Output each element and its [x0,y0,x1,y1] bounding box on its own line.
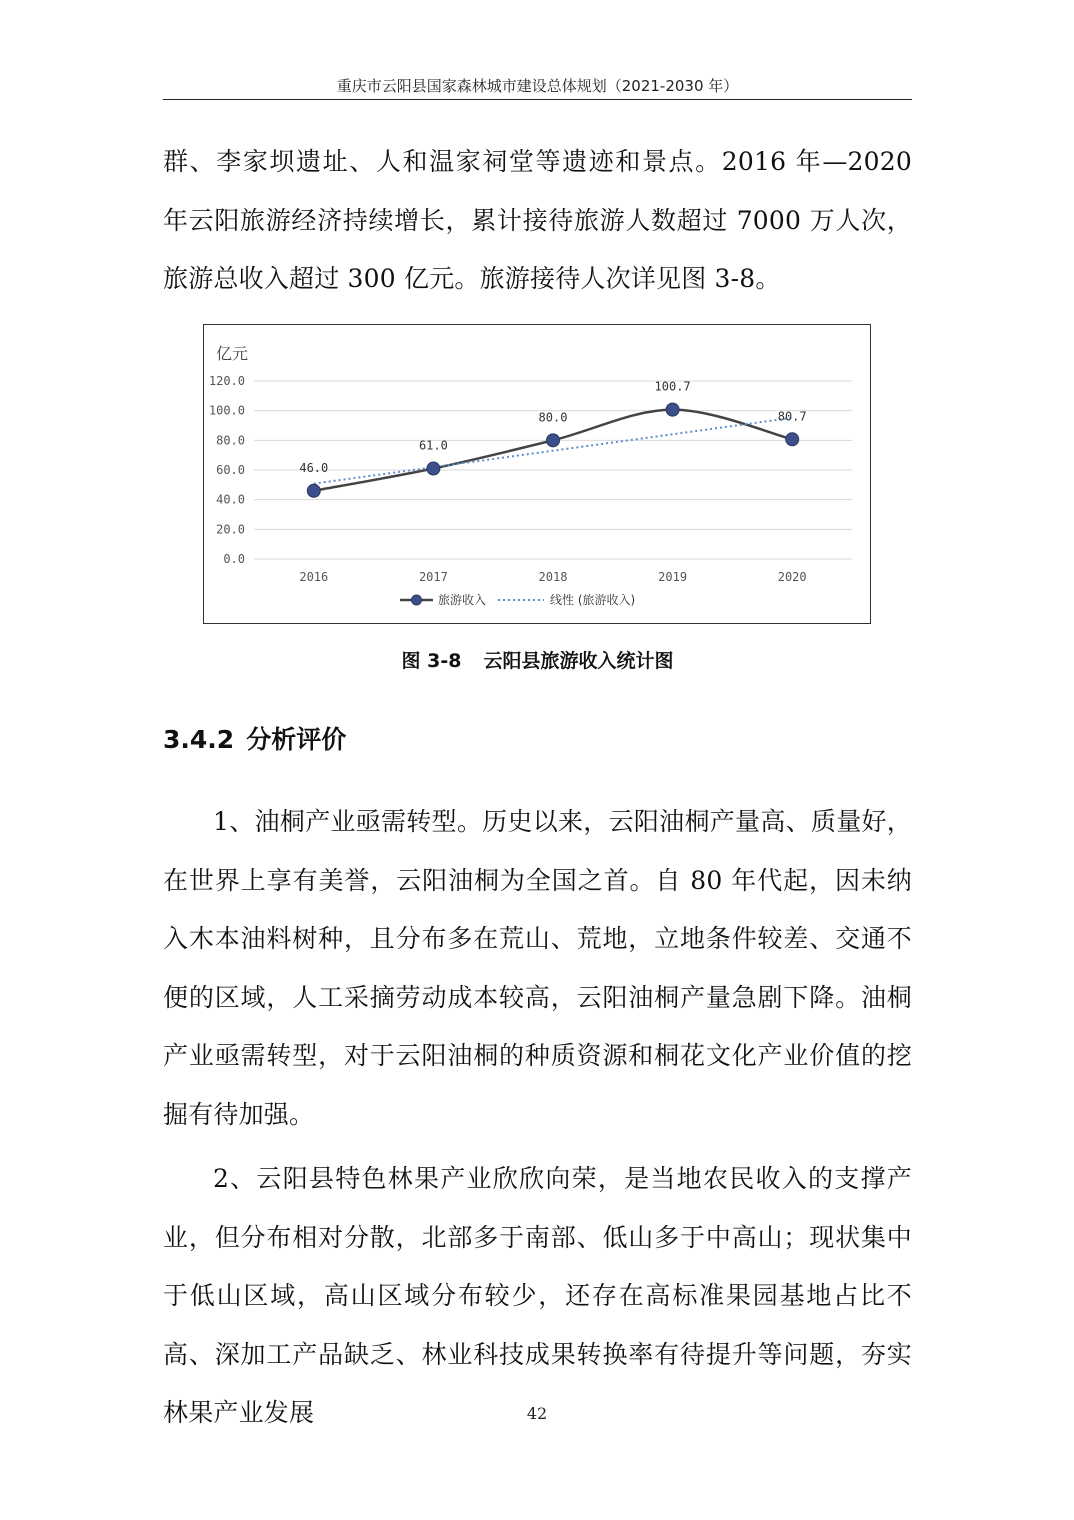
data-point [547,434,560,447]
data-label: 80.0 [538,410,568,425]
running-header: 重庆市云阳县国家森林城市建设总体规划（2021-2030 年） [336,77,739,95]
page-number: 42 [526,1404,548,1423]
y-tick-label: 120.0 [208,374,245,388]
y-axis-unit-label: 亿元 [216,344,249,363]
figure-caption [163,646,912,676]
data-point [307,484,320,497]
legend-marker-tourism-revenue [412,595,422,605]
tourism-revenue-chart [203,324,871,624]
data-point [427,462,440,475]
legend-label-trend: 线性 (旅游收入) [550,593,636,607]
chart-svg [204,325,870,623]
x-tick-label: 2018 [538,570,568,584]
y-tick-label: 40.0 [216,492,245,507]
y-tick-label: 80.0 [216,433,245,448]
trendline-linear [314,418,792,484]
section-number: 3.4.2 [163,725,235,754]
y-tick-label: 0.0 [223,552,245,566]
section-heading [163,722,346,758]
data-label: 61.0 [418,438,448,453]
x-tick-label: 2020 [777,570,807,584]
paragraph-2: 2、云阳县特色林果产业欣欣向荣，是当地农民收入的支撑产业，但分布相对分散，北部多于南部、低山多于中高山；现状集中于低山区域，高山区域分布较少，还存在高标准果园基地占比不高、深加工产品缺乏、林业科技成果转换率有待提升等问题，夯实林果产业发展 [163,1164,912,1427]
x-tick-label: 2017 [418,570,448,584]
x-tick-label: 2019 [658,570,688,584]
data-label: 100.7 [654,379,691,394]
data-point [666,403,679,416]
y-tick-label: 20.0 [216,522,245,537]
data-point [786,433,799,446]
figure-caption-text: 云阳县旅游收入统计图 [483,650,674,672]
figure-number: 图 3-8 [401,650,462,672]
data-label: 46.0 [299,460,329,475]
header-rule [163,99,912,100]
legend-label-tourism-revenue: 旅游收入 [438,593,487,607]
y-tick-label: 60.0 [216,463,245,477]
section-title: 分析评价 [246,725,347,754]
x-tick-label: 2016 [299,570,329,584]
y-tick-label: 100.0 [208,403,245,418]
intro-paragraph: 群、李家坝遗址、人和温家祠堂等遗迹和景点。2016 年—2020 年云阳旅游经济持续增长，累计接待旅游人数超过 7000 万人次，旅游总收入超过 300 亿元。旅游接待人次详见图 3-8。 [163,147,912,293]
data-label: 80.7 [777,409,807,424]
paragraph-1: 1、油桐产业亟需转型。历史以来，云阳油桐产量高、质量好，在世界上享有美誉，云阳油桐为全国之首。自 80 年代起，因未纳入木本油料树种，且分布多在荒山、荒地，立地条件较差、交通不便的区域，人工采摘劳动成本较高，云阳油桐产量急剧下降。油桐产业亟需转型，对于云阳油桐的种质资源和桐花文化产业价值的挖掘有待加强。 [163,807,912,1129]
